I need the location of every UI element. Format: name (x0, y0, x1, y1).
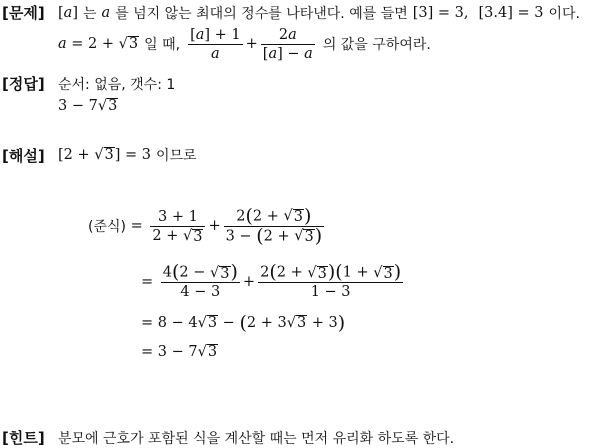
fraction: $\frac{[a] + 1}{a}$ (190, 26, 241, 62)
problem-text: 는 (83, 6, 97, 22)
hint-label: [힌트] (2, 429, 45, 447)
answer-label: [정답] (2, 75, 45, 93)
problem-line-2: a = 2 + √ 3 일 때, $\frac{[a] + 1}{a}$ + $\frac{2a}{[a] - a}$ 의 값을 구하여라. (58, 26, 431, 62)
problem-line-1: [ a ] 는 a 를 넘지 않는 최대의 정수를 나타낸다. 예를 들면 [3] = 3, [3.4] = 3 이다. (58, 5, 580, 22)
answer-line-1: 순서: 없음, 갯수: 1 (58, 77, 176, 93)
equation-step-2: = 4(2 − √ 3 ) 4 − 3 + 2(2 + √ 3 )(1 + √ 3 ) 1 − 3 (141, 261, 402, 300)
fraction: 2(2 + √ 3 )(1 + √ 3 ) 1 − 3 (260, 261, 402, 300)
solution-label: [해설] (2, 147, 45, 165)
equation-step-1: (준식) = 3 + 1 2 + √ 3 + 2(2 + √ 3 ) 3 − (2 + √ 3 ) (88, 204, 323, 247)
main-expression-label: (준식) (88, 219, 126, 235)
problem-text: 의 값을 구하여라. (322, 37, 431, 53)
problem-text: 를 넘지 않는 최대의 정수를 나타낸다. 예를 들면 (115, 6, 408, 22)
solution-line-1: [2 + √ 3 ] = 3 이므로 (58, 147, 197, 164)
fraction: 4(2 − √ 3 ) 4 − 3 (162, 261, 238, 300)
fraction: 3 + 1 2 + √ 3 (150, 208, 205, 245)
problem-text: 일 때, (144, 37, 181, 53)
answer-line-2: 3 − 7 √ 3 (58, 98, 118, 114)
problem-text: 이다. (548, 6, 580, 22)
fraction: 2(2 + √ 3 ) 3 − (2 + √ 3 ) (225, 204, 323, 247)
problem-label: [문제] (2, 4, 45, 22)
fraction: $\frac{2a}{[a] - a}$ (262, 26, 313, 62)
hint-text: 분모에 근호가 포함된 식을 계산할 때는 먼저 유리화 하도록 한다. (58, 431, 455, 447)
equation-step-4: = 3 − 7 √ 3 (141, 344, 218, 360)
equation-step-3: = 8 − 4 √ 3 − ( 2 + 3 √ 3 + 3 ) (141, 311, 346, 334)
